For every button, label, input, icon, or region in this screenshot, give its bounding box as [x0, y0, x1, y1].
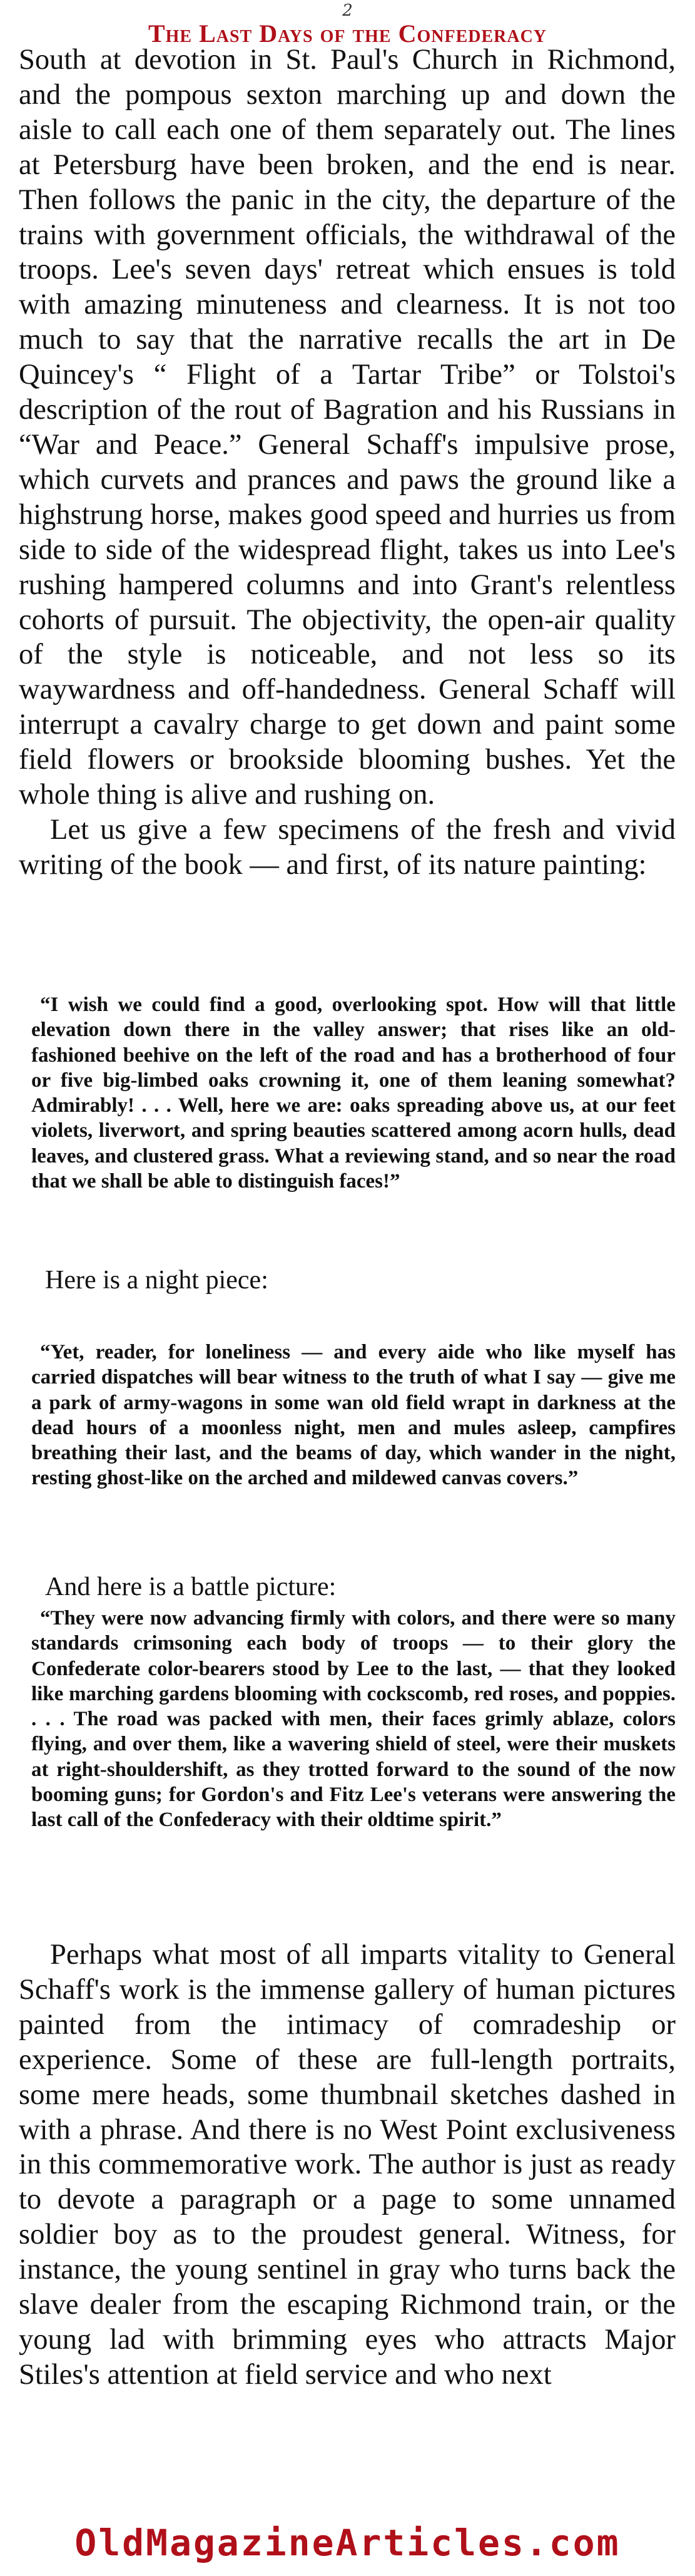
running-head: The Last Days of the Confederacy	[148, 19, 547, 48]
quote-battle	[31, 1606, 676, 1833]
quote-battle-text: “They were now advancing firmly with colors, and there were so many standards crimsoning each body of troops — to their glory the Confederate color-bearers stood by Lee to the last, — that they looked like marching gardens blooming with cockscomb, red roses, and poppies. . . . The road was packed with men, their faces grimly ablaze, colors flying, and over them, like a wavering shield of steel, were their muskets at right-shouldershift, as they trotted forward to the sound of the now booming guns; for Gordon's and Fitz Lee's veterans were answering the last call of the Confederacy with their oldtime spirit.”	[31, 1607, 676, 1832]
intro-battle-picture: And here is a battle picture:	[45, 1573, 337, 1601]
paragraph-2: Let us give a few specimens of the fresh and vivid writing of the book — and first, of its nature painting:	[19, 813, 676, 881]
page-number: 2	[342, 1, 353, 20]
quote-nature-text: “I wish we could find a good, overlooking spot. How will that little elevation down there in the valley answer; that rises like an old-fashioned beehive on the left of the road and has a brotherhood of four or five big-limbed oaks crowning it, one of them leaning somewhat? Admirably! . . . Well, here we are: oaks spreading above us, at our feet violets, liverwort, and spring beauties scattered among acorn hulls, dead leaves, and clustered grass. What a reviewing stand, and so near the road that we shall be able to distinguish faces!”	[31, 993, 676, 1193]
body-block-1	[19, 43, 676, 883]
intro-night-piece: Here is a night piece:	[45, 1266, 268, 1295]
quote-night-text: “Yet, reader, for loneliness — and every aide who like myself has carried dispatches will bear witness to the truth of what I say — give me a park of army-wagons in some wan old field wrapt in darkness at the dead hours of a moonless night, men and mules asleep, campfires breathing their last, and the beams of day, which wander in the night, resting ghost-like on the arched and mildewed canvas covers.”	[31, 1341, 676, 1490]
body-block-2	[19, 1937, 676, 2393]
paragraph-1: South at devotion in St. Paul's Church in Richmond, and the pompous sexton marching up and down the aisle to call each one of them separately out. The lines at Petersburg have been broken, and the end is near. Then follows the panic in the city, the departure of the trains with government officials, the withdrawal of the troops. Lee's seven days' retreat which ensues is told with amazing minuteness and clearness. It is not too much to say that the narrative recalls the art in De Quincey's “ Flight of a Tartar Tribe” or Tolstoi's description of the rout of Bagration and his Russians in “War and Peace.” General Schaff's impulsive prose, which curvets and prances and paws the ground like a highstrung horse, makes good speed and hurries us from side to side of the widespread flight, takes us into Lee's rushing hampered columns and into Grant's relentless cohorts of pursuit. The objectivity, the open-air quality of the style is noticeable, and not less so its waywardness and off-handedness. General Schaff will interrupt a cavalry charge to get down and paint some field flowers or brookside blooming bushes. Yet the whole thing is alive and rushing on.	[19, 44, 676, 811]
quote-night	[31, 1340, 676, 1491]
site-footer: OldMagazineArticles.com	[74, 2522, 621, 2564]
paragraph-3: Perhaps what most of all imparts vitality to General Schaff's work is the immense gallery of human pictures painted from the intimacy of comradeship or experience. Some of these are full-length portraits, some mere heads, some thumbnail sketches dashed in with a phrase. And there is no West Point exclusiveness in this commemorative work. The author is just as ready to devote a paragraph or a page to some unnamed soldier boy as to the proudest general. Witness, for instance, the young sentinel in gray who turns back the slave dealer from the escaping Richmond train, or the young lad with brimming eyes who attracts Major Stiles's attention at field service and who next	[19, 1939, 676, 2391]
quote-nature	[31, 992, 676, 1194]
